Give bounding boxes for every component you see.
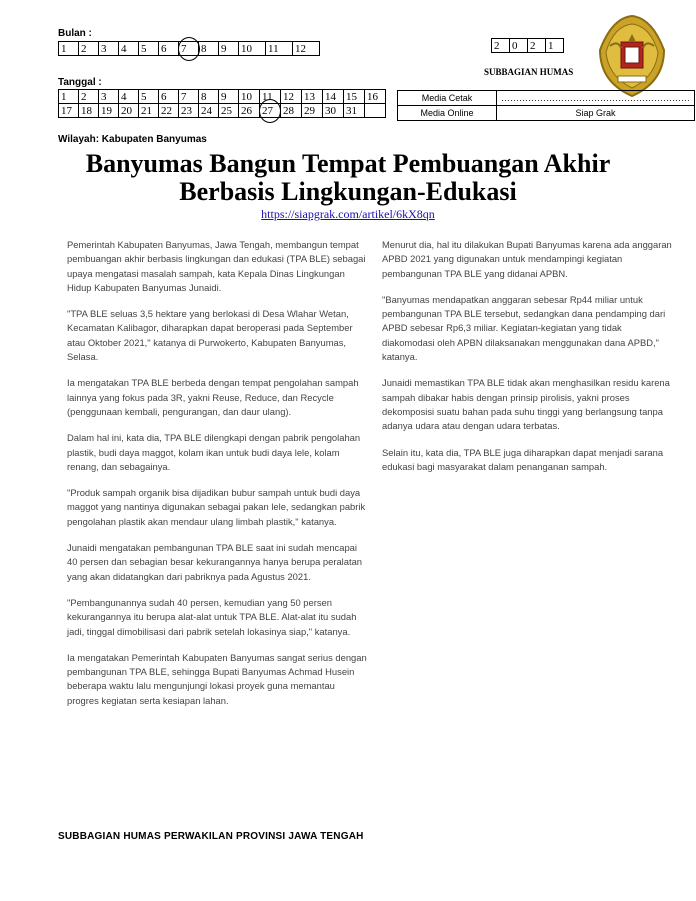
month-cell: 9 [219, 42, 239, 56]
media-online-label: Media Online [398, 106, 497, 121]
date-cell: 14 [323, 90, 344, 104]
article-paragraph: Pemerintah Kabupaten Banyumas, Jawa Tengah, membangun tempat pembuangan akhir berbasis lingkungan dan edukasi (TPA BLE) sebagai upaya mengatasi masalah sampah, kata Kepala Dinas Lingkungan Hidup Kabupaten Banyumas Junaidi. [67, 239, 366, 293]
date-cell: 21 [139, 104, 159, 118]
bulan-label: Bulan : [58, 28, 92, 39]
article-paragraph: "Produk sampah organik bisa dijadikan bubur sampah untuk budi daya maggot yang nantinya digunakan sebagai pakan lele, sedangkan pabrik pengolahan plastik akan mendaur ulang limbah plastik," katanya. [67, 487, 366, 527]
article-paragraph: Dalam hal ini, kata dia, TPA BLE dilengkapi dengan pabrik pengolahan plastik, budi daya maggot, kolam ikan untuk budi daya lele, kolam renang, dan sebagainya. [67, 432, 361, 472]
wilayah-label: Wilayah: Kabupaten Banyumas [58, 134, 207, 145]
date-cell: 29 [302, 104, 323, 118]
article-paragraph: "TPA BLE seluas 3,5 hektare yang berlokasi di Desa Wlahar Wetan, Kecamatan Kalibagor, diharapkan dapat beroperasi pada September atau Oktober 2021," katanya di Purwokerto, Kabupaten Banyumas, Selasa. [67, 308, 353, 363]
year-digit-cell: 2 [528, 39, 546, 53]
date-selected-circle: 27 [262, 104, 273, 117]
month-cell: 4 [119, 42, 139, 56]
date-cell: 18 [79, 104, 99, 118]
month-cell [179, 42, 199, 56]
date-cell: 17 [59, 104, 79, 118]
date-cell: 24 [199, 104, 219, 118]
article-paragraph: Menurut dia, hal itu dilakukan Bupati Banyumas karena ada anggaran APBD 2021 yang digunakan untuk mendampingi kegiatan pembangunan TPA BLE yang didanai APBN. [382, 239, 672, 279]
month-cell: 8 [199, 42, 219, 56]
date-cell: 2 [79, 90, 99, 104]
article-paragraph: Ia mengatakan Pemerintah Kabupaten Banyumas sangat serius dengan pembangunan TPA BLE, sehingga Bupati Banyumas Achmad Husein beberapa waktu lalu mengunjungi lokasi proyek guna memantau progres kegiatan serta kesiapan lahan. [67, 651, 367, 706]
date-cell [365, 104, 386, 118]
article-column-left [67, 238, 367, 720]
date-cell: 30 [323, 104, 344, 118]
date-cell: 22 [159, 104, 179, 118]
article-paragraph: Junaidi mengatakan pembangunan TPA BLE saat ini sudah mencapai 40 persen dan sebagian besar kekurangannya hanya berupa peralatan yang akan didatangkan dari pabriknya pada Agustus 2021. [67, 542, 363, 582]
article-paragraph: Selain itu, kata dia, TPA BLE juga diharapkan dapat menjadi sarana edukasi bagi masyarakat dalam penanganan sampah. [382, 446, 664, 472]
month-cell: 3 [99, 42, 119, 56]
year-digit-cell: 1 [546, 39, 564, 53]
date-cell: 9 [219, 90, 239, 104]
year-digit-cell: 2 [492, 39, 510, 53]
article-column-right [382, 238, 674, 486]
article-paragraph: Junaidi memastikan TPA BLE tidak akan menghasilkan residu karena sampah dibakar habis dengan prinsip pirolisis, yakni proses dekomposisi suatu bahan pada suhu tinggi yang berlangsung tanpa adanya udara atau dengan udara terbatas. [382, 377, 670, 432]
media-cetak-label: Media Cetak [398, 91, 497, 106]
date-cell: 23 [179, 104, 199, 118]
year-digit-cell: 0 [510, 39, 528, 53]
month-cell: 11 [266, 42, 293, 56]
date-cell: 13 [302, 90, 323, 104]
month-cell: 6 [159, 42, 179, 56]
date-cell: 8 [199, 90, 219, 104]
date-cell: 10 [239, 90, 260, 104]
article-title: Banyumas Bangun Tempat Pembuangan Akhir Berbasis Lingkungan-Edukasi [85, 149, 611, 206]
date-cell: 12 [281, 90, 302, 104]
article-paragraph: "Pembangunannya sudah 40 persen, kemudian yang 50 persen kekurangannya itu berupa alat-alat untuk TPA BLE. Alat-alat itu sudah jadi, tinggal dimobilisasi dari pabrik setelah lokasinya siap," katanya. [67, 596, 357, 637]
date-cell: 19 [99, 104, 119, 118]
month-cell: 2 [79, 42, 99, 56]
year-grid [491, 38, 564, 53]
article-paragraph: Ia mengatakan TPA BLE berbeda dengan tempat pengolahan sampah lainnya yang fokus pada 3R, yakni Reuse, Reduce, dan Recycle (penggunaan kembali, pengurangan, dan daur ulang). [67, 377, 359, 417]
media-online-value: Siap Grak [497, 106, 695, 121]
date-cell: 28 [281, 104, 302, 118]
date-cell: 20 [119, 104, 139, 118]
date-cell: 3 [99, 90, 119, 104]
date-cell: 5 [139, 90, 159, 104]
month-cell: 10 [239, 42, 266, 56]
subbagian-humas-label: SUBBAGIAN HUMAS [484, 67, 574, 77]
date-cell: 26 [239, 104, 260, 118]
date-cell: 31 [344, 104, 365, 118]
date-cell: 4 [119, 90, 139, 104]
date-cell: 25 [219, 104, 239, 118]
media-cetak-value: ……………………………………………………… [497, 91, 695, 106]
article-paragraph: "Banyumas mendapatkan anggaran sebesar Rp44 miliar untuk pembangunan TPA BLE tersebut, sedangkan dana pendamping dari APBD sebesar Rp6,3 miliar. Kegiatan-kegiatan yang tidak diakomodasi oleh APBN dilaksanakan menggunakan dana APBD," katanya. [382, 293, 666, 363]
tanggal-label: Tanggal : [58, 77, 102, 88]
date-cell: 1 [59, 90, 79, 104]
date-cell: 7 [179, 90, 199, 104]
article-url-link[interactable]: https://siapgrak.com/artikel/6kX8qn [261, 207, 435, 221]
media-table [397, 90, 695, 121]
date-cell: 6 [159, 90, 179, 104]
date-cell: 11 [260, 90, 281, 104]
footer-label: SUBBAGIAN HUMAS PERWAKILAN PROVINSI JAWA TENGAH [58, 831, 364, 842]
month-cell: 1 [59, 42, 79, 56]
month-cell: 5 [139, 42, 159, 56]
month-selected-circle: 7 [181, 42, 187, 55]
date-cell: 15 [344, 90, 365, 104]
date-grid [58, 89, 386, 118]
month-grid [58, 41, 320, 56]
date-cell [260, 104, 281, 118]
date-cell: 16 [365, 90, 386, 104]
month-cell: 12 [293, 42, 320, 56]
garuda-emblem-logo [592, 12, 672, 100]
